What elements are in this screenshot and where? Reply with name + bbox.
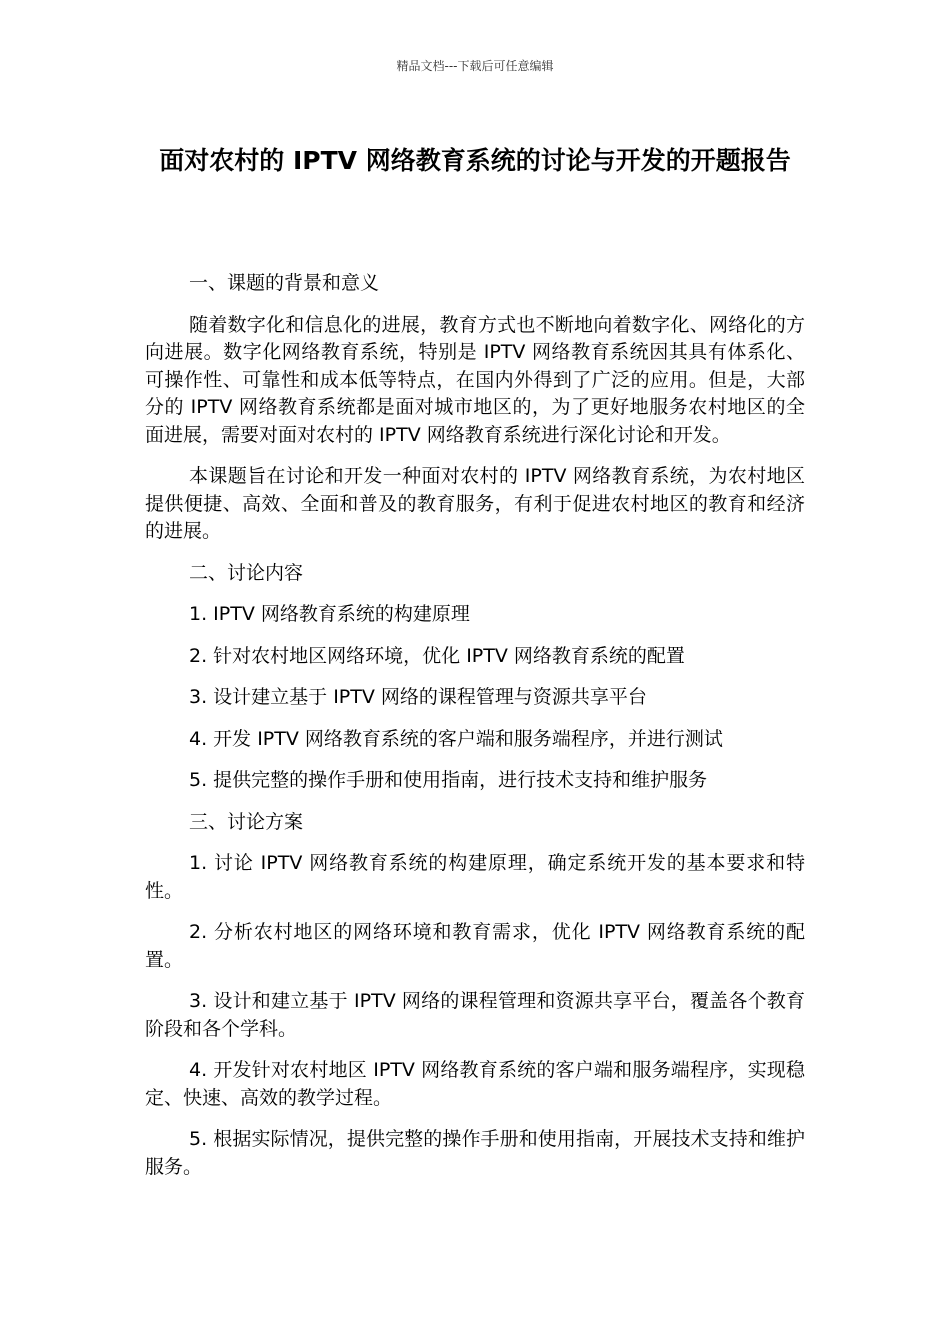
section-heading-content: 二、讨论内容	[189, 561, 304, 584]
list-item: 5. 根据实际情况，提供完整的操作手册和使用指南，开展技术支持和维护服务。	[145, 1128, 805, 1178]
list-item: 1. IPTV 网络教育系统的构建原理	[189, 603, 470, 625]
list-item: 3. 设计建立基于 IPTV 网络的课程管理与资源共享平台	[189, 686, 647, 708]
list-item: 4. 开发 IPTV 网络教育系统的客户端和服务端程序，并进行测试	[189, 727, 723, 750]
header-note: 精品文档---下载后可任意编辑	[396, 59, 554, 73]
list-item: 1. 讨论 IPTV 网络教育系统的构建原理，确定系统开发的基本要求和特性。	[145, 852, 805, 902]
list-item: 4. 开发针对农村地区 IPTV 网络教育系统的客户端和服务端程序，实现稳定、快速、高效的教学过程。	[145, 1059, 805, 1109]
list-item: 5. 提供完整的操作手册和使用指南，进行技术支持和维护服务	[189, 769, 708, 791]
list-item: 3. 设计和建立基于 IPTV 网络的课程管理和资源共享平台，覆盖各个教育阶段和各个学科。	[145, 990, 805, 1040]
document-title: 面对农村的 IPTV 网络教育系统的讨论与开发的开题报告	[159, 146, 791, 175]
section-heading-background: 一、课题的背景和意义	[189, 272, 380, 294]
list-item: 2. 分析农村地区的网络环境和教育需求，优化 IPTV 网络教育系统的配置。	[145, 921, 805, 971]
section-heading-plan: 三、讨论方案	[189, 810, 304, 833]
list-item: 2. 针对农村地区网络环境，优化 IPTV 网络教育系统的配置	[189, 644, 685, 667]
document-body	[145, 270, 805, 1195]
paragraph-background-2: 本课题旨在讨论和开发一种面对农村的 IPTV 网络教育系统，为农村地区提供便捷、高效、全面和普及的教育服务，有利于促进农村地区的教育和经济的进展。	[145, 465, 805, 542]
paragraph-background-1: 随着数字化和信息化的进展，教育方式也不断地向着数字化、网络化的方向进展。数字化网络教育系统，特别是 IPTV 网络教育系统因其具有体系化、可操作性、可靠性和成本低等特点，在国内外得到了广泛的应用。但是，大部分的 IPTV 网络教育系统都是面对城市地区的，为了更好地服务农村地区的全面进展，需要对面对农村的 IPTV 网络教育系统进行深化讨论和开发。	[145, 313, 805, 446]
